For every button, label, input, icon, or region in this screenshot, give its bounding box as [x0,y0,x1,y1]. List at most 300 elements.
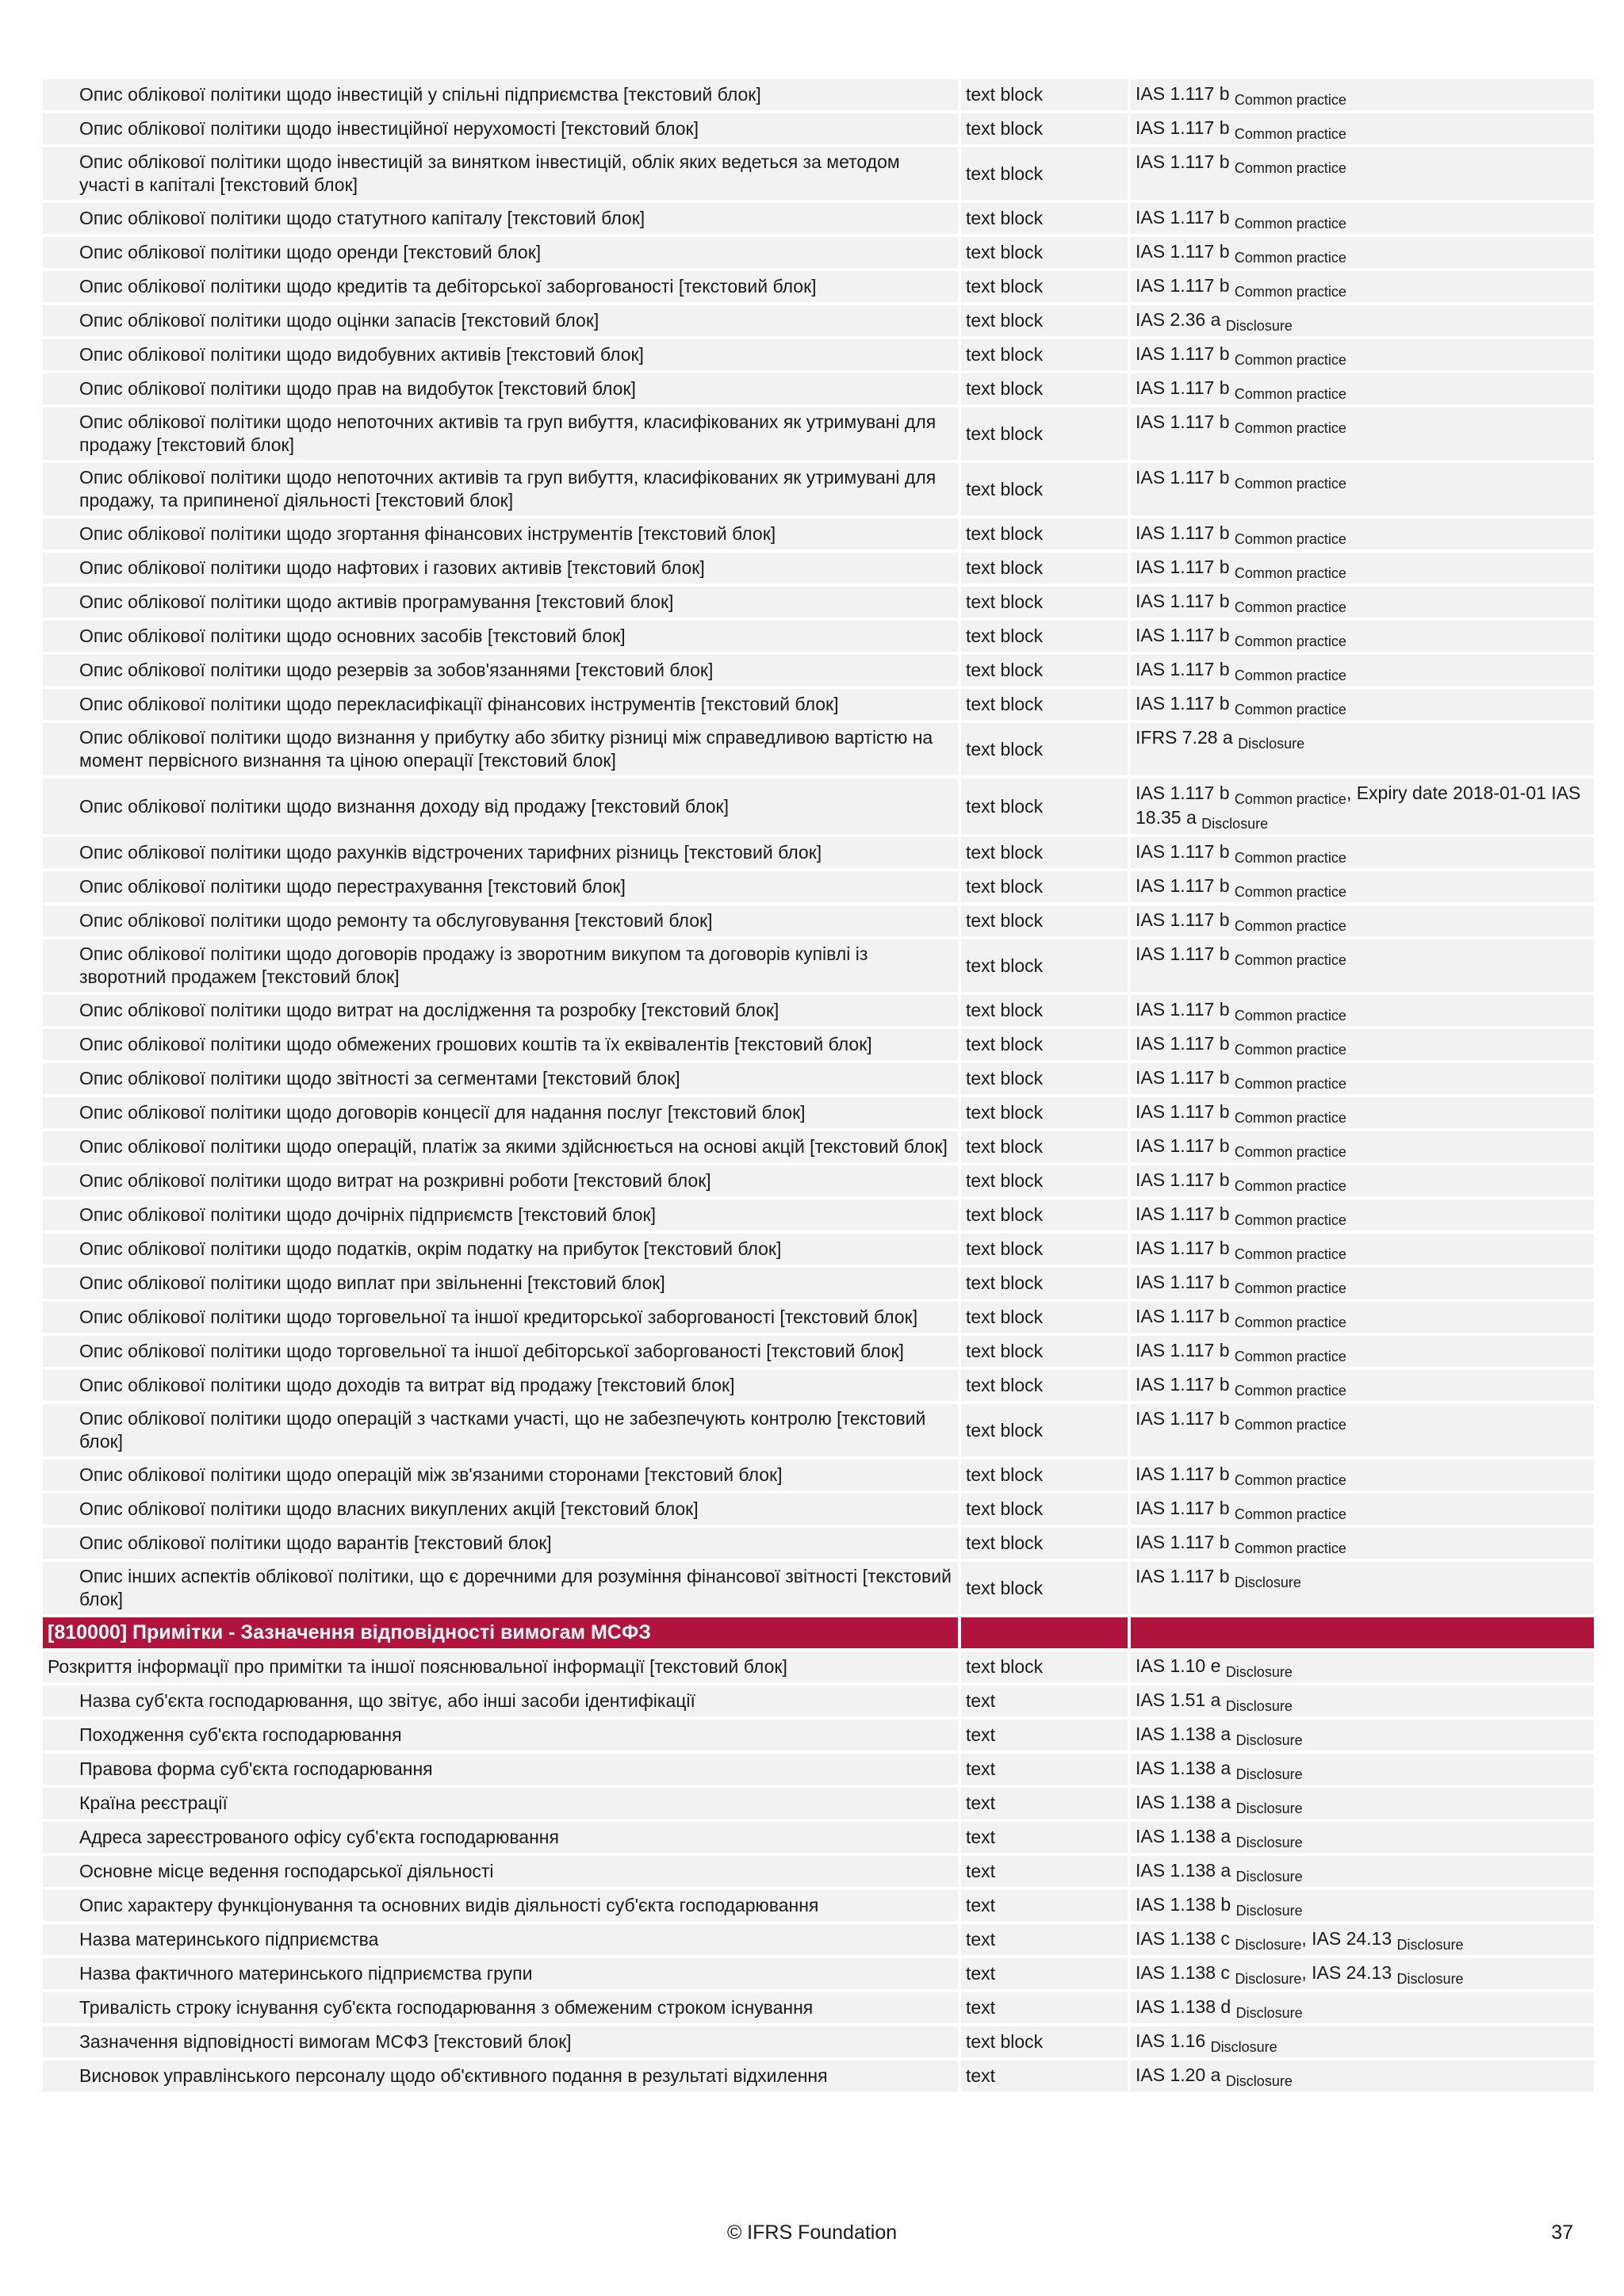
table-row [43,1063,1594,1094]
table-row [43,1958,1594,1989]
reference-note: Common practice [1234,1178,1346,1194]
element-references [1131,779,1594,834]
reference-note: Common practice [1234,531,1346,547]
element-label: Опис облікової політики щодо договорів концесії для надання послуг [текстовий блок] [43,1097,958,1128]
reference-note: Disclosure [1225,2073,1293,2089]
table-row [43,655,1594,686]
section-header-empty-cell [1131,1617,1594,1648]
element-label: Країна реєстрації [43,1788,958,1819]
element-references [1131,553,1594,584]
reference-text: IAS 1.16 [1136,2030,1206,2051]
reference-text: IAS 1.117 b [1136,275,1230,296]
element-label: Опис облікової політики щодо доходів та витрат від продажу [текстовий блок] [43,1370,958,1401]
element-label: Опис характеру функціонування та основних видів діяльності суб'єкта господарювання [43,1890,958,1921]
element-label: Опис облікової політики щодо основних засобів [текстовий блок] [43,621,958,652]
element-references [1131,1822,1594,1853]
reference-text: IAS 1.117 b [1136,1135,1230,1156]
reference-text: IAS 1.117 b [1136,83,1230,104]
reference-text: IAS 1.138 a [1136,1758,1231,1778]
reference-note: Common practice [1234,1383,1346,1399]
reference-note: Common practice [1234,1076,1346,1092]
element-type: text block [961,271,1128,302]
element-references [1131,1268,1594,1299]
reference-note: Common practice [1234,918,1346,934]
table-row [43,2061,1594,2091]
reference-note: Common practice [1234,386,1346,402]
element-references [1131,655,1594,686]
element-references [1131,1754,1594,1785]
table-row [43,1651,1594,1682]
element-label: Опис облікової політики щодо згортання фінансових інструментів [текстовий блок] [43,519,958,549]
reference-note: Common practice [1234,1506,1346,1522]
table-row [43,237,1594,268]
element-references [1131,147,1594,200]
reference-note: Common practice [1234,250,1346,266]
element-type: text block [961,905,1128,936]
element-label: Опис інших аспектів облікової політики, що є доречними для розуміння фінансової звітності [текстовий блок] [43,1562,958,1614]
reference-note: Disclosure [1225,318,1293,334]
element-label: Опис облікової політики щодо виплат при звільненні [текстовий блок] [43,1268,958,1299]
reference-text: IAS 1.117 b [1136,875,1230,896]
reference-text: IAS 1.117 b [1136,1340,1230,1360]
element-label: Зазначення відповідності вимогам МСФЗ [текстовий блок] [43,2026,958,2057]
element-type: text block [961,1562,1128,1614]
element-references [1131,1063,1594,1094]
element-references [1131,837,1594,868]
reference-text: Expiry date 2018-01-01 IAS 18.35 a [1136,783,1581,828]
element-type: text block [961,408,1128,460]
table-row [43,1302,1594,1333]
reference-note: Disclosure [1396,1971,1464,1987]
table-row [43,1992,1594,2023]
element-type: text block [961,1029,1128,1060]
element-references [1131,621,1594,652]
reference-note: Common practice [1234,599,1346,615]
reference-text: IAS 1.117 b [1136,1498,1230,1518]
reference-note: Disclosure [1235,1800,1303,1816]
element-type: text block [961,1302,1128,1333]
element-label: Адреса зареєстрованого офісу суб'єкта господарювання [43,1822,958,1853]
reference-text: IAS 1.117 b [1136,207,1230,228]
reference-text: IAS 2.36 a [1136,309,1221,330]
reference-note: Common practice [1234,1417,1346,1433]
table-row [43,1562,1594,1614]
element-references [1131,1562,1594,1614]
element-type: text [961,1822,1128,1853]
element-label: Опис облікової політики щодо операцій з частками участі, що не забезпечують контролю [текстовий блок] [43,1404,958,1456]
element-type: text block [961,519,1128,549]
section-header-empty-cell [961,1617,1128,1648]
element-label: Висновок управлінського персоналу щодо об'єктивного подання в результаті відхилення [43,2061,958,2091]
element-references [1131,1788,1594,1819]
table-row [43,553,1594,584]
table-row [43,587,1594,618]
element-references [1131,1336,1594,1367]
reference-text: IAS 1.117 b [1136,783,1230,803]
reference-note: Common practice [1234,1280,1346,1296]
table-row [43,1131,1594,1162]
element-label: Опис облікової політики щодо торговельної та іншої кредиторської заборгованості [текстовий блок] [43,1302,958,1333]
element-label: Опис облікової політики щодо витрат на розкривні роботи [текстовий блок] [43,1165,958,1196]
reference-text: IAS 1.138 a [1136,1724,1231,1744]
element-type: text block [961,837,1128,868]
reference-note: Common practice [1234,352,1346,368]
element-label: Опис облікової політики щодо резервів за зобов'язаннями [текстовий блок] [43,655,958,686]
table-row [43,689,1594,720]
reference-text: IAS 1.51 a [1136,1689,1221,1710]
section-title: [810000] Примітки - Зазначення відповідності вимогам МСФЗ [43,1617,958,1648]
reference-note: Common practice [1234,420,1346,436]
element-label: Опис облікової політики щодо нафтових і газових активів [текстовий блок] [43,553,958,584]
element-label: Тривалість строку існування суб'єкта господарювання з обмеженим строком існування [43,1992,958,2023]
element-type: text [961,1686,1128,1716]
element-label: Назва фактичного материнського підприємства групи [43,1958,958,1989]
taxonomy-table-container [40,76,1594,2095]
element-type: text [961,1890,1128,1921]
element-label: Опис облікової політики щодо перекласифікації фінансових інструментів [текстовий блок] [43,689,958,720]
reference-note: Common practice [1234,92,1346,108]
table-row [43,1336,1594,1367]
element-references [1131,871,1594,902]
element-references [1131,1890,1594,1921]
element-label: Опис облікової політики щодо дочірніх підприємств [текстовий блок] [43,1200,958,1230]
element-label: Назва суб'єкта господарювання, що звітує, або інші засоби ідентифікації [43,1686,958,1716]
element-label: Опис облікової політики щодо ремонту та обслуговування [текстовий блок] [43,905,958,936]
element-type: text [961,1924,1128,1955]
reference-note: Common practice [1234,284,1346,300]
table-row [43,519,1594,549]
reference-note: Common practice [1234,1349,1346,1364]
table-row [43,1165,1594,1196]
reference-text: IAS 1.117 b [1136,1203,1230,1224]
element-references [1131,1958,1594,1989]
reference-note: Disclosure [1396,1937,1464,1953]
element-type: text [961,1754,1128,1785]
element-type: text [961,1788,1128,1819]
table-row [43,408,1594,460]
reference-text: IAS 24.13 [1312,1962,1392,1983]
reference-text: IAS 1.117 b [1136,411,1230,432]
table-row [43,1856,1594,1887]
element-type: text block [961,1200,1128,1230]
reference-note: Disclosure [1235,1732,1303,1748]
reference-text: IAS 1.10 e [1136,1655,1221,1676]
reference-note: Common practice [1234,884,1346,900]
element-type: text [961,1720,1128,1751]
element-label: Опис облікової політики щодо операцій між зв'язаними сторонами [текстовий блок] [43,1460,958,1490]
table-row [43,1200,1594,1230]
table-row [43,271,1594,302]
table-row [43,1720,1594,1751]
element-references [1131,2026,1594,2057]
element-references [1131,1097,1594,1128]
table-row [43,2026,1594,2057]
reference-note: Common practice [1234,476,1346,492]
element-label: Опис облікової політики щодо непоточних активів та груп вибуття, класифікованих як утримувані для продажу [текстовий блок] [43,408,958,460]
element-type: text block [961,339,1128,370]
table-row [43,305,1594,336]
element-references [1131,1992,1594,2023]
table-row [43,1268,1594,1299]
element-references [1131,1029,1594,1060]
element-type: text block [961,203,1128,234]
element-references [1131,113,1594,144]
reference-text: IAS 1.138 a [1136,1792,1231,1812]
element-type: text block [961,1494,1128,1525]
element-type: text block [961,1404,1128,1456]
element-references [1131,305,1594,336]
element-references [1131,237,1594,268]
reference-note: Common practice [1234,633,1346,649]
element-type: text block [961,1165,1128,1196]
element-type: text block [961,1651,1128,1682]
reference-note: Common practice [1234,565,1346,581]
element-label: Опис облікової політики щодо операцій, платіж за якими здійснюється на основі акцій [текстовий блок] [43,1131,958,1162]
reference-text: IAS 1.117 b [1136,625,1230,645]
element-references [1131,587,1594,618]
reference-note: Common practice [1234,1008,1346,1024]
reference-text: IAS 1.20 a [1136,2064,1221,2085]
element-label: Опис облікової політики щодо договорів продажу із зворотним викупом та договорів купівлі із зворотний продажем [текстовий блок] [43,939,958,992]
element-type: text block [961,621,1128,652]
element-type: text block [961,79,1128,110]
reference-text: IAS 1.117 b [1136,377,1230,398]
element-label: Назва материнського підприємства [43,1924,958,1955]
element-label: Опис облікової політики щодо інвестиційної нерухомості [текстовий блок] [43,113,958,144]
reference-note: Common practice [1234,1540,1346,1556]
reference-text: IAS 1.117 b [1136,1238,1230,1258]
reference-text: IAS 1.117 b [1136,117,1230,138]
table-row [43,995,1594,1026]
element-references [1131,79,1594,110]
reference-note: Common practice [1234,1110,1346,1126]
reference-text: IAS 1.138 a [1136,1860,1231,1881]
reference-text: IAS 1.117 b [1136,1464,1230,1484]
element-label: Опис облікової політики щодо непоточних активів та груп вибуття, класифікованих як утримувані для продажу, та припиненої діяльності [текстовий блок] [43,463,958,515]
element-references [1131,1651,1594,1682]
element-references [1131,1494,1594,1525]
element-type: text block [961,871,1128,902]
element-label: Опис облікової політики щодо витрат на дослідження та розробку [текстовий блок] [43,995,958,1026]
reference-note: Common practice [1234,216,1346,232]
element-type: text block [961,1234,1128,1265]
table-row [43,779,1594,834]
element-type: text block [961,779,1128,834]
element-type: text block [961,1528,1128,1559]
table-row [43,1370,1594,1401]
element-references [1131,463,1594,515]
element-label: Опис облікової політики щодо власних викуплених акцій [текстовий блок] [43,1494,958,1525]
element-references [1131,723,1594,775]
reference-note: Common practice [1234,952,1346,968]
reference-text: IAS 1.138 b [1136,1894,1231,1915]
element-references [1131,689,1594,720]
element-type: text block [961,237,1128,268]
table-row [43,1754,1594,1785]
element-type: text block [961,1460,1128,1490]
element-references [1131,408,1594,460]
element-label: Опис облікової політики щодо податків, окрім податку на прибуток [текстовий блок] [43,1234,958,1265]
section-header-row [43,1617,1594,1648]
element-label: Опис облікової політики щодо видобувних активів [текстовий блок] [43,339,958,370]
taxonomy-table-body [43,79,1594,2091]
reference-note: Common practice [1234,160,1346,176]
page-footer [0,2217,1624,2248]
element-references [1131,1686,1594,1716]
element-label: Опис облікової політики щодо звітності за сегментами [текстовий блок] [43,1063,958,1094]
element-type: text block [961,1063,1128,1094]
reference-text: IAS 1.117 b [1136,241,1230,262]
element-references [1131,1302,1594,1333]
element-label: Основне місце ведення господарської діяльності [43,1856,958,1887]
element-type: text [961,1856,1128,1887]
element-label: Походження суб'єкта господарювання [43,1720,958,1751]
element-type: text block [961,1336,1128,1367]
reference-note: Common practice [1234,1472,1346,1488]
element-type: text block [961,1268,1128,1299]
element-label: Опис облікової політики щодо прав на видобуток [текстовий блок] [43,373,958,404]
element-type: text block [961,305,1128,336]
reference-note: Common practice [1234,1314,1346,1330]
element-references [1131,1200,1594,1230]
reference-text: IAS 1.117 b [1136,557,1230,577]
element-references [1131,995,1594,1026]
reference-text: IAS 1.117 b [1136,1033,1230,1054]
element-type: text block [961,1370,1128,1401]
reference-text: IAS 1.117 b [1136,909,1230,930]
table-row [43,1890,1594,1921]
reference-text: IAS 1.117 b [1136,999,1230,1020]
reference-note: Common practice [1234,791,1346,807]
reference-text: IAS 1.138 a [1136,1826,1231,1846]
element-references [1131,1131,1594,1162]
element-references [1131,1234,1594,1265]
element-label: Опис облікової політики щодо рахунків відстрочених тарифних різниць [текстовий блок] [43,837,958,868]
table-row [43,1494,1594,1525]
element-references [1131,519,1594,549]
element-label: Опис облікової політики щодо варантів [текстовий блок] [43,1528,958,1559]
reference-note: Disclosure [1235,1766,1303,1782]
reference-separator: , [1301,1962,1312,1983]
table-row [43,1686,1594,1716]
table-row [43,1029,1594,1060]
element-references [1131,1528,1594,1559]
page-number: 37 [1551,2221,1573,2244]
table-row [43,339,1594,370]
table-row [43,1788,1594,1819]
element-references [1131,373,1594,404]
element-label: Опис облікової політики щодо торговельної та іншої дебіторської заборгованості [текстовий блок] [43,1336,958,1367]
element-label: Опис облікової політики щодо оцінки запасів [текстовий блок] [43,305,958,336]
reference-separator: , [1301,1928,1312,1949]
reference-note: Disclosure [1235,1971,1302,1987]
element-label: Опис облікової політики щодо інвестицій у спільні підприємства [текстовий блок] [43,79,958,110]
reference-note: Common practice [1234,126,1346,142]
table-row [43,1234,1594,1265]
table-row [43,463,1594,515]
reference-text: IAS 1.117 b [1136,1272,1230,1292]
element-type: text block [961,939,1128,992]
element-type: text block [961,587,1128,618]
reference-text: IAS 1.138 c [1136,1928,1230,1949]
element-type: text block [961,995,1128,1026]
table-row [43,147,1594,200]
element-label: Опис облікової політики щодо перестрахування [текстовий блок] [43,871,958,902]
reference-note: Disclosure [1225,1698,1293,1714]
element-references [1131,271,1594,302]
table-row [43,905,1594,936]
table-row [43,621,1594,652]
reference-text: IAS 1.117 b [1136,591,1230,611]
table-row [43,1924,1594,1955]
reference-text: IFRS 7.28 a [1136,727,1233,748]
element-references [1131,1404,1594,1456]
reference-text: IAS 1.117 b [1136,467,1230,488]
element-references [1131,2061,1594,2091]
element-references [1131,339,1594,370]
reference-note: Common practice [1234,1042,1346,1058]
element-references [1131,203,1594,234]
element-type: text [961,1958,1128,1989]
reference-text: IAS 24.13 [1312,1928,1392,1949]
element-label: Опис облікової політики щодо оренди [текстовий блок] [43,237,958,268]
element-references [1131,1165,1594,1196]
reference-text: IAS 1.117 b [1136,1067,1230,1088]
element-type: text block [961,113,1128,144]
table-row [43,113,1594,144]
element-label: Опис облікової політики щодо активів програмування [текстовий блок] [43,587,958,618]
reference-text: IAS 1.117 b [1136,841,1230,862]
table-row [43,1528,1594,1559]
reference-text: IAS 1.117 b [1136,1408,1230,1429]
reference-note: Disclosure [1235,1903,1303,1919]
reference-note: Disclosure [1238,736,1305,752]
reference-note: Common practice [1234,668,1346,683]
table-row [43,79,1594,110]
reference-note: Common practice [1234,1246,1346,1262]
element-type: text block [961,1131,1128,1162]
element-label: Опис облікової політики щодо інвестицій за винятком інвестицій, облік яких ведеться за методом участі в капіталі [текстовий блок] [43,147,958,200]
element-type: text block [961,373,1128,404]
element-type: text block [961,723,1128,775]
reference-note: Disclosure [1225,1664,1293,1680]
element-references [1131,1924,1594,1955]
reference-note: Disclosure [1235,1869,1303,1885]
element-label: Опис облікової політики щодо статутного капіталу [текстовий блок] [43,203,958,234]
element-type: text [961,1992,1128,2023]
element-label: Опис облікової політики щодо кредитів та дебіторської заборгованості [текстовий блок] [43,271,958,302]
reference-text: IAS 1.138 d [1136,1996,1231,2017]
reference-note: Common practice [1234,1212,1346,1228]
element-references [1131,1370,1594,1401]
element-references [1131,1460,1594,1490]
reference-text: IAS 1.117 b [1136,659,1230,679]
footer-copyright: © IFRS Foundation [726,2221,898,2244]
table-row [43,723,1594,775]
table-row [43,871,1594,902]
element-type: text block [961,553,1128,584]
element-type: text block [961,2026,1128,2057]
table-row [43,1822,1594,1853]
element-references [1131,939,1594,992]
reference-text: IAS 1.117 b [1136,1101,1230,1122]
reference-note: Disclosure [1235,2005,1303,2021]
element-label: Опис облікової політики щодо обмежених грошових коштів та їх еквівалентів [текстовий блок] [43,1029,958,1060]
table-row [43,837,1594,868]
table-row [43,939,1594,992]
reference-note: Disclosure [1234,1575,1301,1590]
reference-note: Disclosure [1235,1835,1303,1850]
